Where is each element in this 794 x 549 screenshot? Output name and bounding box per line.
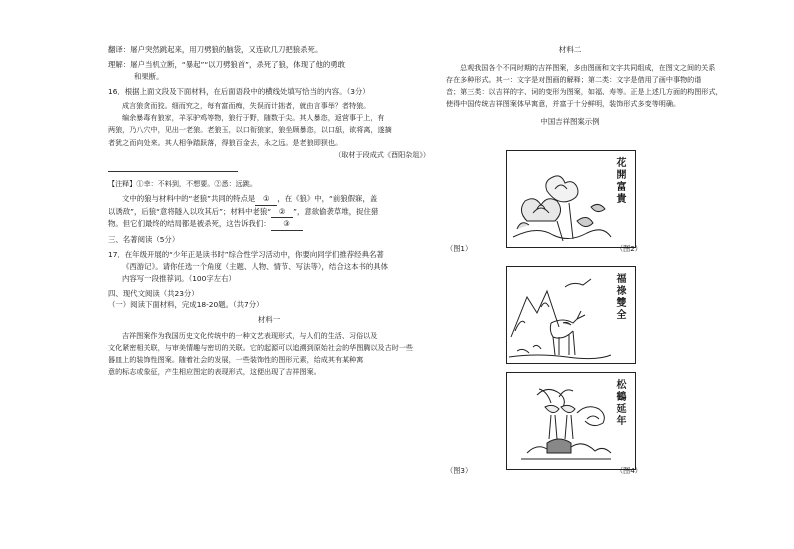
question-17-cont-1: 《西游记》。请你任选一个角度（主题、人物、情节、写法等），结合这本书的具体 [122, 261, 389, 271]
passage-line-3: 两狼，乃八穴中，见出一老狼。老狼玉，以口衔狼家，狼坐顾暴恣，以口舐，欲将离，遂摘 [108, 125, 392, 135]
subsection-1-heading: （一）阅读下面材料，完成18-20题。（共7分） [108, 300, 264, 310]
material-2-line-2: 存在多种形式。其一：文字是对图画的解释；第二类：文字是借用了画中事物的谐 [446, 75, 702, 85]
blank-1[interactable]: ① [255, 193, 277, 206]
translation-line: 翻译：屠户突然跳起来，用刀劈狼的脑袋，又连砍几刀把狼杀死。 [108, 45, 323, 54]
fill-line-3: 物。但它们最终的结局都是被杀死，这告诉我们： ③ [108, 218, 430, 231]
material-1-line-2: 文化紧密相关联，与审美情趣与密切的关联。它的起源可以追溯到原始社会的华图腾以及古时一些 [108, 343, 414, 353]
material-1-title: 材料一 [257, 315, 281, 325]
passage-source: （取材于段成式《酉阳杂俎》） [334, 149, 430, 159]
section-3-heading: 三、名著阅读（5分） [108, 235, 180, 245]
material-2-line-4: 使得中国传统吉祥图案体早寓意，并富于十分鲜明，装饰形式多变等明确。 [446, 99, 681, 109]
figure-row-3 [446, 372, 694, 476]
material-2-line-3: 音；第三类：以吉祥的字、词的变形为图案，如福、寿等。正是上述几方面的构图形式， [446, 87, 723, 97]
right-column [446, 44, 723, 128]
understanding-line-cont: 和果断。 [134, 71, 164, 81]
figure-row-1 [446, 150, 694, 254]
fill-line-1: 文中的狼与材料中的“老狼”共同的特点是 ① ，在《狼》中，“前狼假寐，盖 [108, 193, 430, 206]
figure-1-caption: （图1） [446, 244, 473, 253]
question-16: 16．根据上面文段及下面材料，在后面语段中的横线处填写恰当的内容。（3分） [108, 86, 370, 96]
understanding-line: 理解：屠户当机立断，“暴起”“以刀劈狼首”，杀死了狼，体现了他的勇敢 [108, 59, 346, 69]
crane-illustration [506, 372, 636, 470]
section-4-heading: 四、现代文阅读（共23分） [108, 288, 199, 298]
material-2-title: 材料二 [558, 45, 582, 54]
material-1-line-4: 意的标志或象征，产生相应图定的表现形式，这便出现了吉祥图案。 [108, 367, 321, 377]
blank-2[interactable]: ② [271, 206, 293, 219]
figure-row-2 [446, 266, 694, 370]
crane-caption-text: 松鶴延年 [614, 379, 625, 427]
material-1-line-1: 吉祥图案作为我国历史文化传统中的一种文艺表现形式，与人们的生活、习俗以及 [122, 331, 378, 341]
figure-2-caption: （图2） [615, 244, 642, 253]
deer-illustration [506, 266, 636, 364]
question-17-cont-2: 内容写一段推荐词。（100字左右） [122, 273, 236, 283]
peony-illustration [506, 150, 636, 248]
figure-section-title: 中国吉祥图案示例 [540, 117, 600, 127]
passage-line-4: 者犹之而向处来。其人相争踏跃落，得狼百金去，永之远。是老狼即狈也。 [108, 137, 343, 147]
material-2-line-1: 总观我国各个不同时期的吉祥图案，多由图画和文字共同组成，在图文之间的关系 [460, 63, 716, 73]
passage-line-1: 成言狼贪而狡。细而究之，每有富而痴，失误而计拙者，就由言事举？者特狼。 [122, 101, 371, 111]
left-column [108, 44, 430, 378]
question-17: 17．在年级开展的“少年正是读书时”综合性学习活动中，你要向同学们推荐经典名著 [108, 250, 384, 260]
footnote: 【注释】①幸：不料到，不想要。②悉：远跳。 [108, 178, 257, 188]
figure-3-caption: （图3） [446, 466, 473, 475]
figure-4-caption: （图4） [615, 466, 642, 475]
material-1-line-3: 器皿上的装饰性图案。随着社会的发展，一些装饰性的图形元素，给成其有某种寓 [108, 355, 364, 365]
passage-line-2: 编余暴毒有狼家，羊豕驴鸡等物，狼行于野，随数于尖。其人暴恣，返营事于上，有 [122, 113, 385, 123]
fill-line-2: 以诱敌”，后狼“意将隧入以攻其后”；材料中老狼“ ② ”，意欲偷袭草堆，捉住猎 [108, 206, 430, 219]
footnote-divider [108, 171, 238, 172]
deer-caption-text: 福祿雙全 [614, 273, 625, 321]
blank-3[interactable]: ③ [271, 218, 303, 231]
peony-caption-text: 花開富貴 [614, 157, 625, 205]
